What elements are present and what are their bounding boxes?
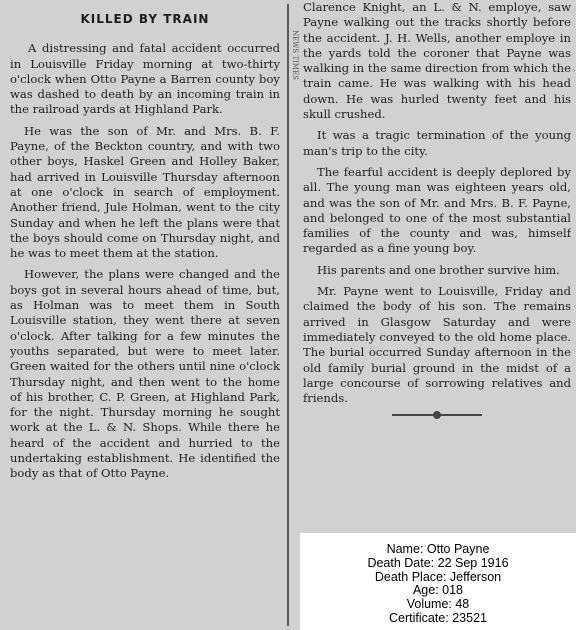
article-paragraph: The fearful accident is deeply deplored by all. The young man was eighteen years old, and was the son of Mr. and Mrs. B. F. Payne, and belonged to one of the most substantial families of the county and was, himself regarded as a fine young boy. bbox=[303, 164, 571, 256]
article-paragraph: Mr. Payne went to Louisville, Friday and claimed the body of his son. The remains arrived in Glasgow Saturday and were immediately conveyed to the old home place. The burial occurred Sunday afternoon in the old family burial ground in the midst of a large concourse of sorrowing relatives and friends. bbox=[303, 284, 571, 406]
article-paragraph: It was a tragic termination of the young man's trip to the city. bbox=[303, 128, 571, 158]
article-paragraph: He was the son of Mr. and Mrs. B. F. Payne, of the Beckton country, and with two other boys, Haskel Green and Holley Baker, had arrived in Louisville Thursday afternoon at one o'clock in search of employment. Another friend, Jule Holman, went to the city Sunday and when he left the plans were that the boys should come on Thursday night, and he was to meet them at the station. bbox=[10, 123, 280, 261]
record-death-date: Death Date: 22 Sep 1916 bbox=[367, 555, 509, 570]
record-volume: Volume: 48 bbox=[406, 597, 470, 612]
article-paragraph: A distressing and fatal accident occurred in Louisville Friday morning at two-thirty o'clock when Otto Payne a Barren county boy was dashed to death by an incoming train in the railroad yards at Highland Park. bbox=[10, 41, 280, 117]
article-headline: KILLED BY TRAIN bbox=[80, 12, 210, 26]
article-paragraph: His parents and one brother survive him. bbox=[317, 262, 560, 277]
record-death-place: Death Place: Jefferson bbox=[374, 569, 502, 584]
record-age: Age: 018 bbox=[412, 583, 464, 598]
death-record-box bbox=[300, 533, 576, 630]
article-paragraph: Clarence Knight, an L. & N. employe, saw Payne walking out the tracks shortly before the accident. J. H. Wells, another employe in the yards told the coroner that Payne was walking in the same direction from which the train came. He was walking with his head down. He was hurled twenty feet and his skull crushed. bbox=[303, 0, 571, 122]
article-left-column bbox=[10, 0, 280, 630]
record-certificate: Certificate: 23521 bbox=[389, 610, 487, 625]
column-divider bbox=[287, 4, 289, 626]
side-strip-text: NEWS TIMES bbox=[291, 30, 299, 80]
end-ornament bbox=[392, 414, 482, 416]
article-paragraph: However, the plans were changed and the boys got in several hours ahead of time, but, as Holman was to meet them in South Louisville station, they went there at seven o'clock. After talking for a few minutes the youths separated, but were to meet later. Green waited for the others until nine o'clock Thursday night, and then went to the home of his brother, C. P. Green, at Highland Park, for the night. Thursday morning he sought work at the L. & N. Shops. While there he heard of the accident and hurried to the undertaking establishment. He identified the body as that of Otto Payne. bbox=[10, 267, 280, 481]
record-name: Name: Otto Payne bbox=[386, 542, 490, 556]
